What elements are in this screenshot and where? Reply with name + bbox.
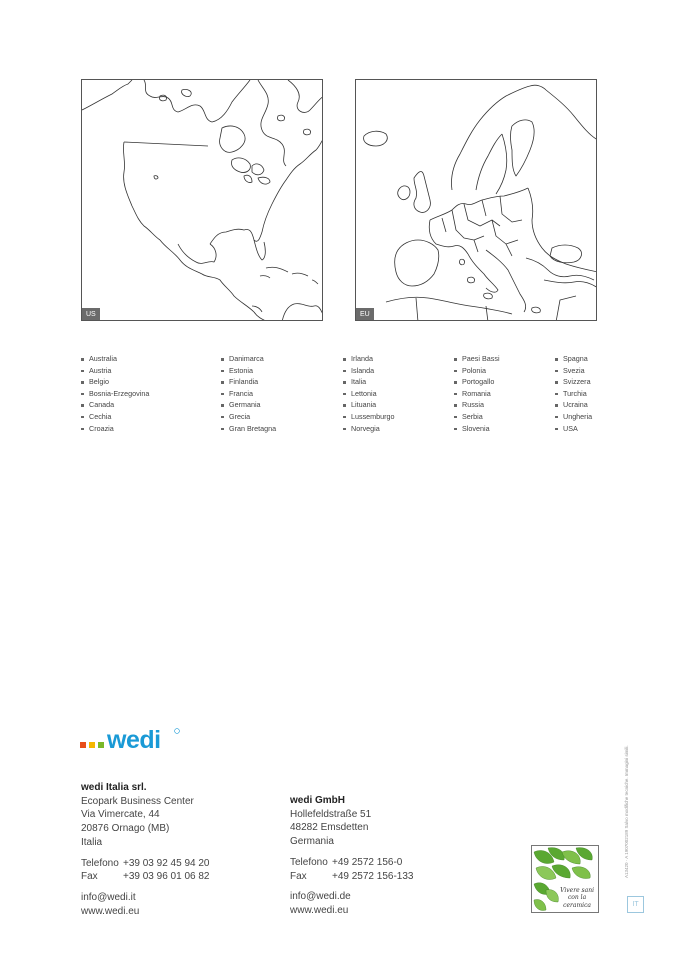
list-item: Romania: [454, 388, 500, 400]
wedi-logo: [80, 727, 190, 751]
list-item: Ungheria: [555, 411, 592, 423]
list-item: Lussemburgo: [343, 411, 395, 423]
fax-number: +49 2572 156-133: [332, 870, 414, 882]
list-item: Polonia: [454, 365, 500, 377]
list-item: Irlanda: [343, 353, 395, 365]
country-list-5: [555, 353, 592, 434]
website-link[interactable]: www.wedi.eu: [81, 905, 140, 917]
eu-map: [355, 79, 597, 321]
phone-number: +49 2572 156-0: [332, 856, 403, 868]
country-list-2: [221, 353, 276, 434]
phone-label: Telefono: [81, 857, 119, 869]
address-line: 48282 Emsdetten: [290, 822, 369, 834]
list-item: Turchia: [555, 388, 592, 400]
address-line: Hollefeldstraße 51: [290, 808, 372, 820]
list-item: Cechia: [81, 411, 149, 423]
address-line: Via Vimercate, 44: [81, 809, 160, 821]
list-item: Portogallo: [454, 376, 500, 388]
address-germany: [290, 794, 413, 918]
fax-label: Fax: [290, 870, 307, 882]
address-line: 20876 Ornago (MB): [81, 823, 170, 835]
north-america-outline: [82, 80, 323, 321]
list-item: Danimarca: [221, 353, 276, 365]
us-map-label: US: [82, 308, 100, 320]
list-item: Lituania: [343, 399, 395, 411]
legal-note-text: A13420 · A 1907002189 Salvo modifiche tecniche. Immagini simili.: [624, 745, 629, 878]
company-name: wedi Italia srl.: [81, 782, 147, 793]
logo-dot-green: [98, 742, 104, 748]
list-item: Gran Bretagna: [221, 423, 276, 435]
list-item: Serbia: [454, 411, 500, 423]
list-item: Grecia: [221, 411, 276, 423]
list-item: Lettonia: [343, 388, 395, 400]
list-item: Estonia: [221, 365, 276, 377]
address-line: Italia: [81, 836, 103, 848]
list-item: Slovenia: [454, 423, 500, 435]
fax-label: Fax: [81, 871, 98, 883]
language-badge: IT: [627, 896, 644, 913]
phone-label: Telefono: [290, 856, 328, 868]
list-item: Paesi Bassi: [454, 353, 500, 365]
legal-note: [622, 710, 636, 880]
list-item: Islanda: [343, 365, 395, 377]
list-item: Norvegia: [343, 423, 395, 435]
list-item: Ucraina: [555, 399, 592, 411]
list-item: Italia: [343, 376, 395, 388]
address-line: Ecopark Business Center: [81, 795, 194, 807]
list-item: Bosnia-Erzegovina: [81, 388, 149, 400]
country-list-3: [343, 353, 395, 434]
address-line: Germania: [290, 836, 334, 848]
stamp-text: Vivere sani con la ceramica: [560, 886, 594, 909]
country-list-1: [81, 353, 149, 434]
ceramic-stamp: [531, 845, 599, 913]
us-map: [81, 79, 323, 321]
list-item: Spagna: [555, 353, 592, 365]
logo-dot-yellow: [89, 742, 95, 748]
list-item: Svizzera: [555, 376, 592, 388]
list-item: Finlandia: [221, 376, 276, 388]
company-name: wedi GmbH: [290, 795, 346, 806]
europe-outline: [356, 80, 597, 321]
fax-number: +39 03 96 01 06 82: [123, 871, 210, 883]
website-link[interactable]: www.wedi.eu: [290, 904, 349, 916]
list-item: Francia: [221, 388, 276, 400]
country-list-4: [454, 353, 500, 434]
fax-row: [290, 870, 413, 884]
email-link[interactable]: info@wedi.it: [81, 891, 136, 903]
list-item: Croazia: [81, 423, 149, 435]
phone-number: +39 03 92 45 94 20: [123, 857, 210, 869]
email-link[interactable]: info@wedi.de: [290, 891, 351, 903]
list-item: Canada: [81, 399, 149, 411]
phone-row: [81, 857, 209, 871]
list-item: Svezia: [555, 365, 592, 377]
address-italy: [81, 781, 209, 918]
eu-map-label: EU: [356, 308, 374, 320]
list-item: Austria: [81, 365, 149, 377]
phone-row: [290, 856, 413, 870]
list-item: Belgio: [81, 376, 149, 388]
list-item: Russia: [454, 399, 500, 411]
list-item: Australia: [81, 353, 149, 365]
logo-dot-orange: [80, 742, 86, 748]
list-item: USA: [555, 423, 592, 435]
list-item: Germania: [221, 399, 276, 411]
logo-wordmark: wedi: [107, 727, 161, 751]
fax-row: [81, 870, 209, 884]
